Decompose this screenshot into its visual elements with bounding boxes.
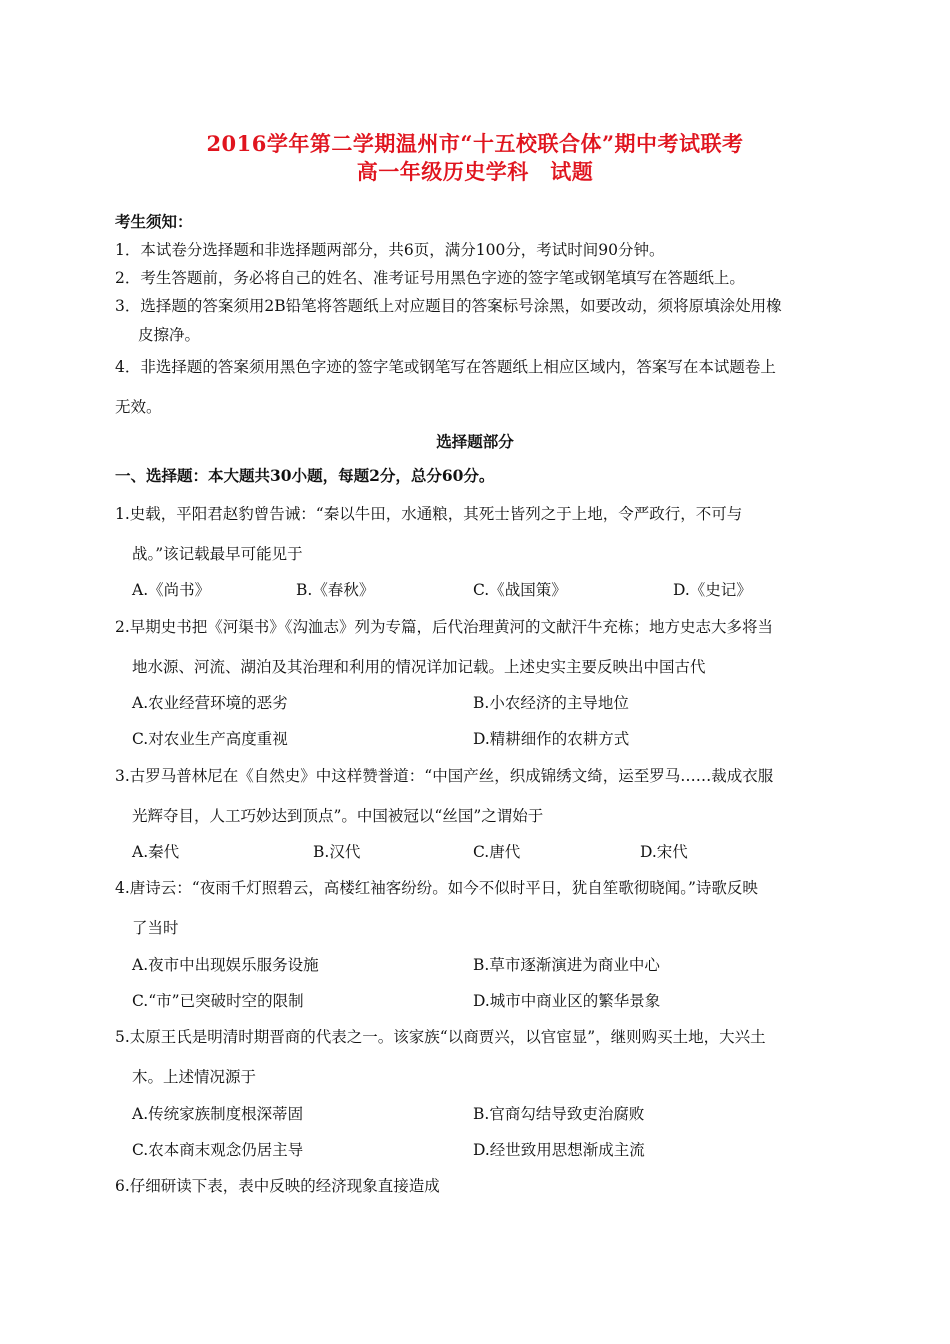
exam-title-line2: 高一年级历史学科 试题 [356,159,594,184]
question-2-line1: 2.早期史书把《河渠书》《沟洫志》列为专篇，后代治理黄河的文献汗牛充栋；地方史志大多将当 [115,618,774,636]
question-3-option-c: C.唐代 [473,843,521,861]
question-1-option-b: B.《春秋》 [296,581,375,599]
notice-item-3-line2: 皮擦净。 [138,326,201,344]
notice-item-3-line1: 3．选择题的答案须用2B铅笔将答题纸上对应题目的答案标号涂黑，如要改动，须将原填涂处用橡 [115,297,782,315]
question-1-option-d: D.《史记》 [673,581,752,599]
question-6-line1: 6.仔细研读下表，表中反映的经济现象直接造成 [115,1177,440,1195]
question-1-option-c: C.《战国策》 [473,581,567,599]
question-5-option-d: D.经世致用思想渐成主流 [473,1141,645,1159]
question-5-option-c: C.农本商末观念仍居主导 [132,1141,304,1159]
question-4-option-b: B.草市逐渐演进为商业中心 [473,956,660,974]
question-3-option-a: A.秦代 [132,843,180,861]
question-1-option-a: A.《尚书》 [132,581,211,599]
question-2-option-a: A.农业经营环境的恶劣 [132,694,288,712]
question-3-line2: 光辉夺目，人工巧妙达到顶点”。中国被冠以“丝国”之谓始于 [132,807,544,825]
question-4-option-c: C.“市”已突破时空的限制 [132,992,304,1010]
question-3-option-b: B.汉代 [313,843,361,861]
question-2-option-c: C.对农业生产高度重视 [132,730,288,748]
question-4-option-a: A.夜市中出现娱乐服务设施 [132,956,319,974]
question-1-line1: 1.史载，平阳君赵豹曾告诫：“秦以牛田，水通粮，其死士皆列之于上地，令严政行，不可与 [115,505,743,523]
question-1-line2: 战。”该记载最早可能见于 [132,545,303,563]
question-2-line2: 地水源、河流、湖泊及其治理和利用的情况详加记载。上述史实主要反映出中国古代 [132,658,706,676]
question-4-line1: 4.唐诗云：“夜雨千灯照碧云，高楼红袖客纷纷。如今不似时平日，犹自笙歌彻晓闻。”诗歌反映 [115,879,758,897]
question-4-option-d: D.城市中商业区的繁华景象 [473,992,661,1010]
exam-title-line1: 2016学年第二学期温州市“十五校联合体”期中考试联考 [206,131,744,156]
notice-heading: 考生须知： [115,212,193,231]
question-5-line1: 5.太原王氏是明清时期晋商的代表之一。该家族“以商贾兴，以官宦显”，继则购买土地，大兴土 [115,1028,766,1046]
part1-heading: 一、选择题：本大题共30小题，每题2分，总分60分。 [115,466,495,485]
notice-item-1: 1．本试卷分选择题和非选择题两部分，共6页，满分100分，考试时间90分钟。 [115,241,665,259]
question-2-option-d: D.精耕细作的农耕方式 [473,730,630,748]
question-5-option-b: B.官商勾结导致吏治腐败 [473,1105,645,1123]
notice-item-2: 2．考生答题前，务必将自己的姓名、准考证号用黑色字迹的签字笔或钢笔填写在答题纸上。 [115,269,745,287]
notice-item-4-line2: 无效。 [115,398,162,416]
question-5-option-a: A.传统家族制度根深蒂固 [132,1105,304,1123]
notice-item-4-line1: 4．非选择题的答案须用黑色字迹的签字笔或钢笔写在答题纸上相应区域内，答案写在本试题卷上 [115,358,776,376]
question-5-line2: 木。上述情况源于 [132,1068,257,1086]
question-4-line2: 了当时 [132,919,179,937]
question-2-option-b: B.小农经济的主导地位 [473,694,629,712]
question-3-option-d: D.宋代 [640,843,688,861]
section-title: 选择题部分 [436,432,514,451]
question-3-line1: 3.古罗马普林尼在《自然史》中这样赞誉道：“中国产丝，织成锦绣文绮，运至罗马……裁成衣服 [115,767,774,785]
